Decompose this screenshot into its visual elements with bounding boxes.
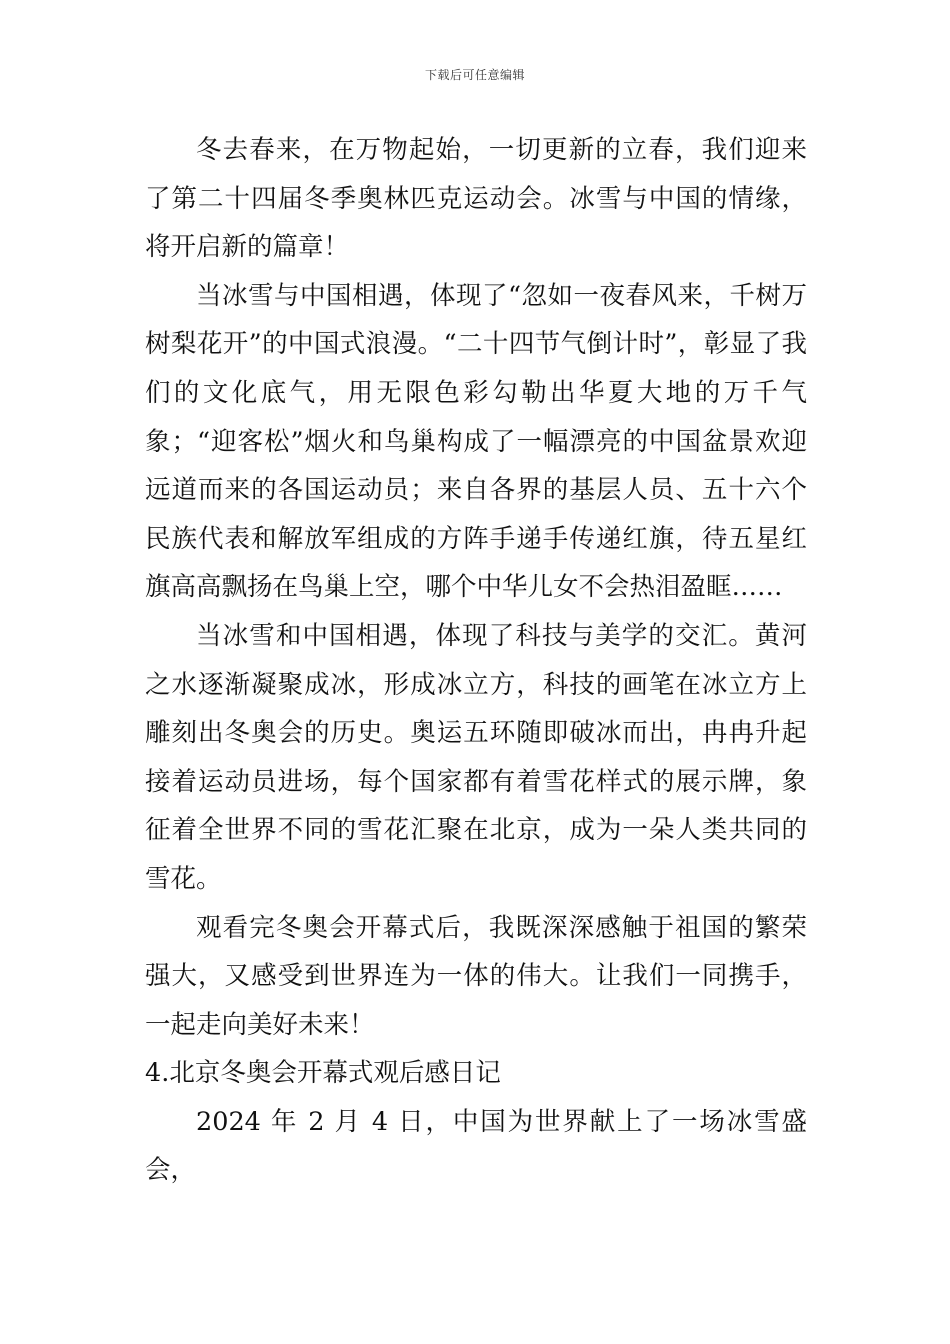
page-header-note: 下载后可任意编辑 [424,68,525,82]
document-body [145,126,807,1195]
paragraph-4: 观看完冬奥会开幕式后，我既深深感触于祖国的繁荣强大，又感受到世界连为一体的伟大。让我们一同携手，一起走向美好未来！ [145,912,807,1040]
paragraph-1: 冬去春来，在万物起始，一切更新的立春，我们迎来了第二十四届冬季奥林匹克运动会。冰雪与中国的情缘，将开启新的篇章！ [145,135,807,263]
paragraph-5: 2024 年 2 月 4 日，中国为世界献上了一场冰雪盛会， [145,1106,807,1186]
section-heading: 4.北京冬奥会开幕式观后感日记 [145,1058,501,1089]
paragraph-2: 当冰雪与中国相遇，体现了“忽如一夜春风来，千树万树梨花开”的中国式浪漫。“二十四节气倒计时”，彰显了我们的文化底气，用无限色彩勾勒出华夏大地的万千气象；“迎客松”烟火和鸟巢构成了一幅漂亮的中国盆景欢迎远道而来的各国运动员；来自各界的基层人员、五十六个民族代表和解放军组成的方阵手递手传递红旗，待五星红旗高高飘扬在鸟巢上空，哪个中华儿女不会热泪盈眶…… [145,280,807,603]
paragraph-3: 当冰雪和中国相遇，体现了科技与美学的交汇。黄河之水逐渐凝聚成冰，形成冰立方，科技的画笔在冰立方上雕刻出冬奥会的历史。奥运五环随即破冰而出，冉冉升起接着运动员进场，每个国家都有着雪花样式的展示牌，象征着全世界不同的雪花汇聚在北京，成为一朵人类共同的雪花。 [145,620,807,894]
